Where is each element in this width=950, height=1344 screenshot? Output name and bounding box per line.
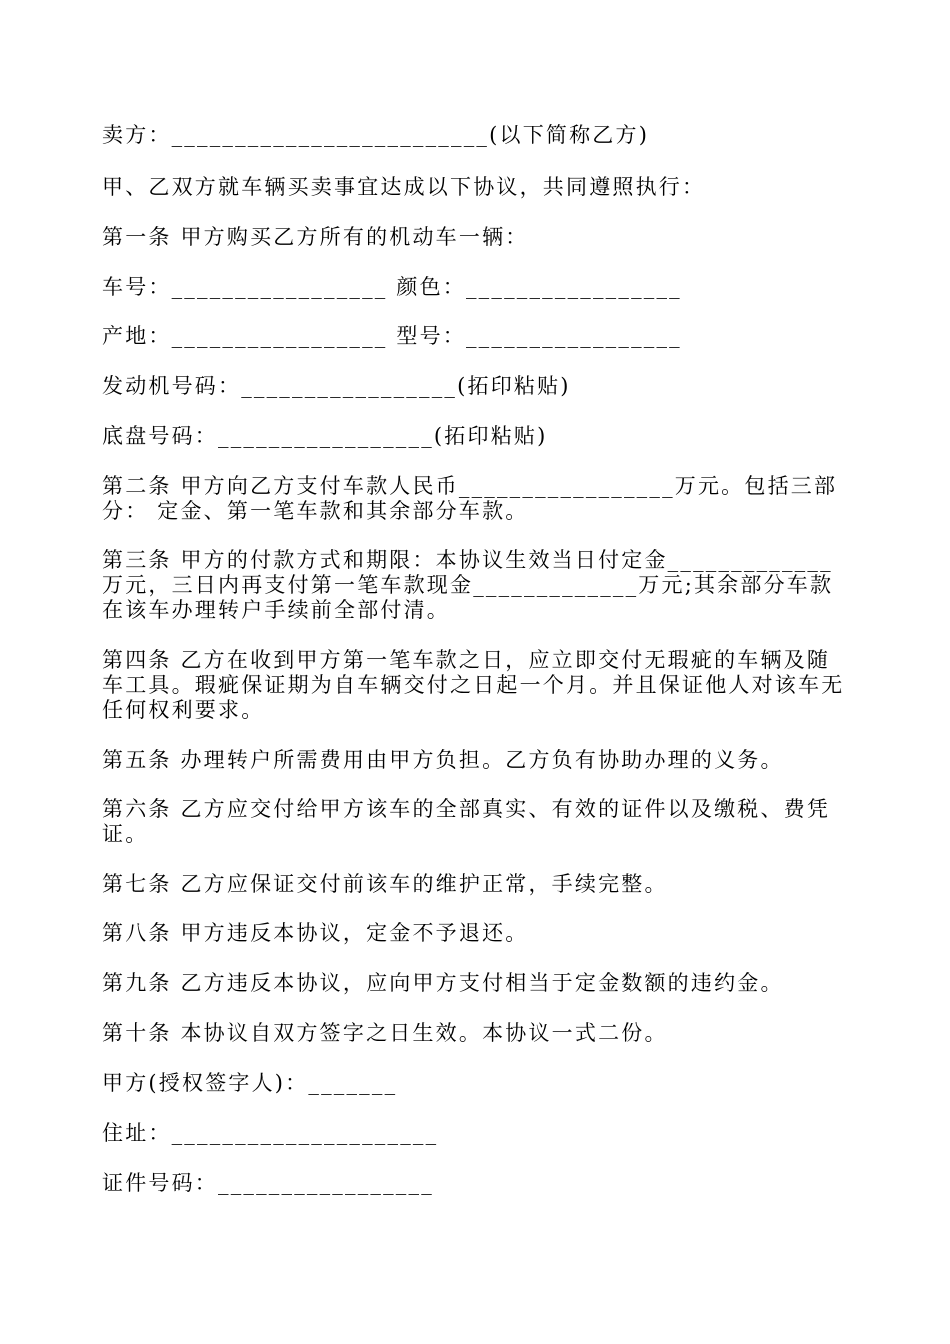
article-2: 第二条 甲方向乙方支付车款人民币_________________万元。包括三部分： 定金、第一笔车款和其余部分车款。	[102, 474, 838, 523]
address-line: 住址：_____________________	[102, 1121, 439, 1145]
article-6: 第六条 乙方应交付给甲方该车的全部真实、有效的证件以及缴税、费凭证。	[102, 797, 831, 846]
origin-model-line: 产地：_________________ 型号：_________________	[102, 324, 682, 348]
seller-line: 卖方：_________________________(以下简称乙方)	[102, 123, 650, 147]
article-1: 第一条 甲方购买乙方所有的机动车一辆：	[102, 225, 529, 249]
article-4: 第四条 乙方在收到甲方第一笔车款之日，应立即交付无瑕疵的车辆及随车工具。瑕疵保证期为自车辆交付之日起一个月。并且保证他人对该车无任何权利要求。	[102, 648, 845, 722]
plate-color-line: 车号：_________________ 颜色：_________________	[102, 275, 682, 299]
id-number-line: 证件号码：_________________	[102, 1171, 434, 1195]
chassis-number-line: 底盘号码：_________________(拓印粘贴)	[102, 424, 548, 448]
engine-number-line: 发动机号码：_________________(拓印粘贴)	[102, 374, 571, 398]
article-10: 第十条 本协议自双方签字之日生效。本协议一式二份。	[102, 1021, 668, 1045]
party-a-signatory-line: 甲方(授权签字人)：_______	[102, 1071, 398, 1095]
agreement-intro: 甲、乙双方就车辆买卖事宜达成以下协议，共同遵照执行：	[102, 175, 706, 199]
article-5: 第五条 办理转户所需费用由甲方负担。乙方负有协助办理的义务。	[102, 748, 784, 772]
article-3: 第三条 甲方的付款方式和期限：本协议生效当日付定金_____________万元，三日内再支付第一笔车款现金_____________万元;其余部分车款在该车办理转户手续前全部付清。	[102, 548, 834, 622]
article-9: 第九条 乙方违反本协议，应向甲方支付相当于定金数额的违约金。	[102, 971, 784, 995]
article-7: 第七条 乙方应保证交付前该车的维护正常，手续完整。	[102, 872, 668, 896]
article-8: 第八条 甲方违反本协议，定金不予退还。	[102, 921, 529, 945]
